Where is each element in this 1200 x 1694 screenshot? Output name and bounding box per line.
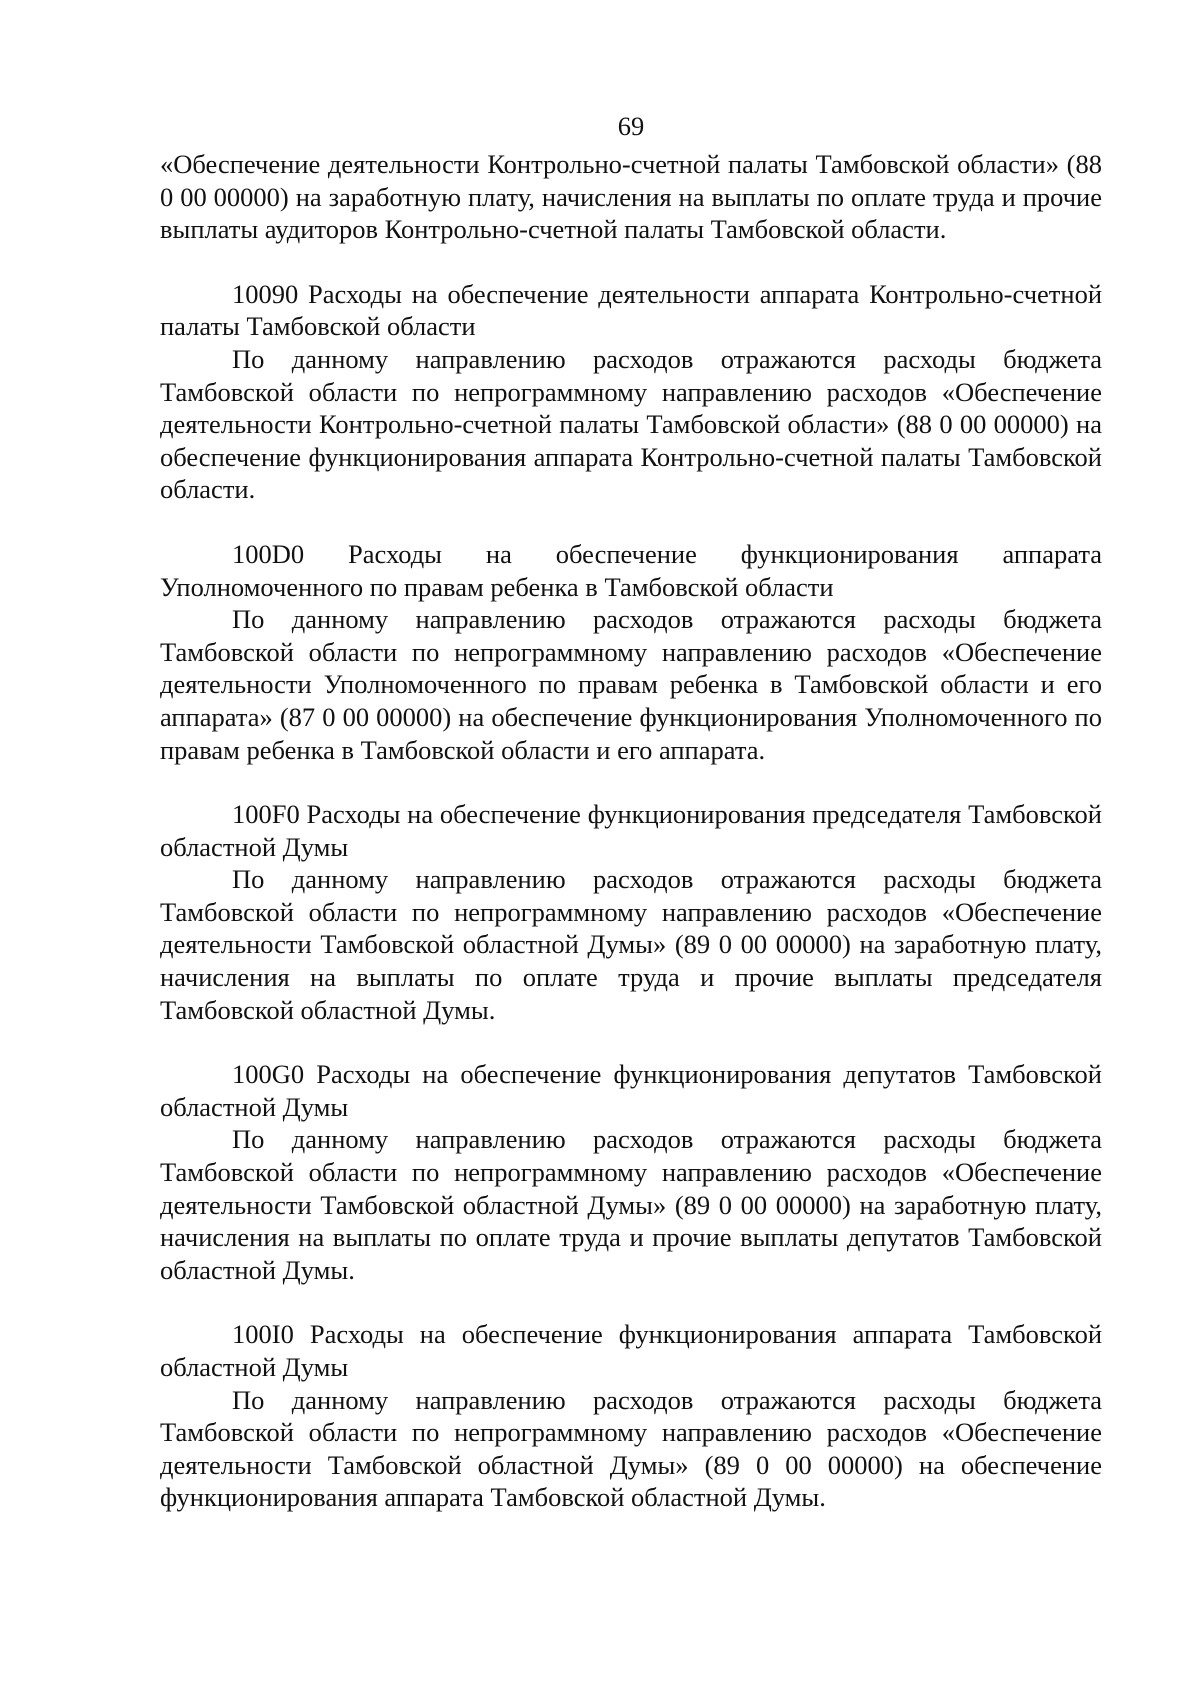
document-page <box>160 110 1102 1514</box>
page-number: 69 <box>617 111 645 141</box>
intro-paragraph: «Обеспечение деятельности Контрольно-счетной палаты Тамбовской области» (88 0 00 00000) на заработную плату, начисления на выплаты по оплате труда и прочие выплаты аудиторов Контрольно-счетной палаты Тамбовской области. <box>160 149 1102 245</box>
section-body: По данному направлению расходов отражаются расходы бюджета Тамбовской области по непрограммному направлению расходов «Обеспечение деятельности Тамбовской областной Думы» (89 0 00 00000) на заработную плату, начисления на выплаты по оплате труда и прочие выплаты депутатов Тамбовской областной Думы. <box>160 1124 1102 1285</box>
section-100F0 <box>160 798 1102 1026</box>
section-100G0 <box>160 1058 1102 1286</box>
section-heading: 100D0 Расходы на обеспечение функционирования аппарата Уполномоченного по правам ребенка в Тамбовской области <box>160 538 1102 602</box>
section-heading: 10090 Расходы на обеспечение деятельности аппарата Контрольно-счетной палаты Тамбовской области <box>160 278 1102 342</box>
section-100D0 <box>160 538 1102 766</box>
section-body: По данному направлению расходов отражаются расходы бюджета Тамбовской области по непрограммному направлению расходов «Обеспечение деятельности Тамбовской областной Думы» (89 0 00 00000) на заработную плату, начисления на выплаты по оплате труда и прочие выплаты председателя Тамбовской областной Думы. <box>160 864 1102 1025</box>
section-heading: 100I0 Расходы на обеспечение функционирования аппарата Тамбовской областной Думы <box>160 1319 1102 1382</box>
section-10090 <box>160 278 1102 506</box>
section-body: По данному направлению расходов отражаются расходы бюджета Тамбовской области по непрограммному направлению расходов «Обеспечение деятельности Уполномоченного по правам ребенка в Тамбовской области и его аппарата» (87 0 00 00000) на обеспечение функционирования Уполномоченного по правам ребенка в Тамбовской области и его аппарата. <box>160 604 1102 765</box>
section-heading: 100F0 Расходы на обеспечение функционирования председателя Тамбовской областной Думы <box>160 799 1102 862</box>
section-100I0 <box>160 1318 1102 1514</box>
section-body: По данному направлению расходов отражаются расходы бюджета Тамбовской области по непрограммному направлению расходов «Обеспечение деятельности Тамбовской областной Думы» (89 0 00 00000) на обеспечение функционирования аппарата Тамбовской областной Думы. <box>160 1384 1102 1513</box>
section-heading: 100G0 Расходы на обеспечение функционирования депутатов Тамбовской областной Думы <box>160 1059 1102 1122</box>
section-body: По данному направлению расходов отражаются расходы бюджета Тамбовской области по непрограммному направлению расходов «Обеспечение деятельности Контрольно-счетной палаты Тамбовской области» (88 0 00 00000) на обеспечение функционирования аппарата Контрольно-счетной палаты Тамбовской области. <box>160 343 1102 505</box>
